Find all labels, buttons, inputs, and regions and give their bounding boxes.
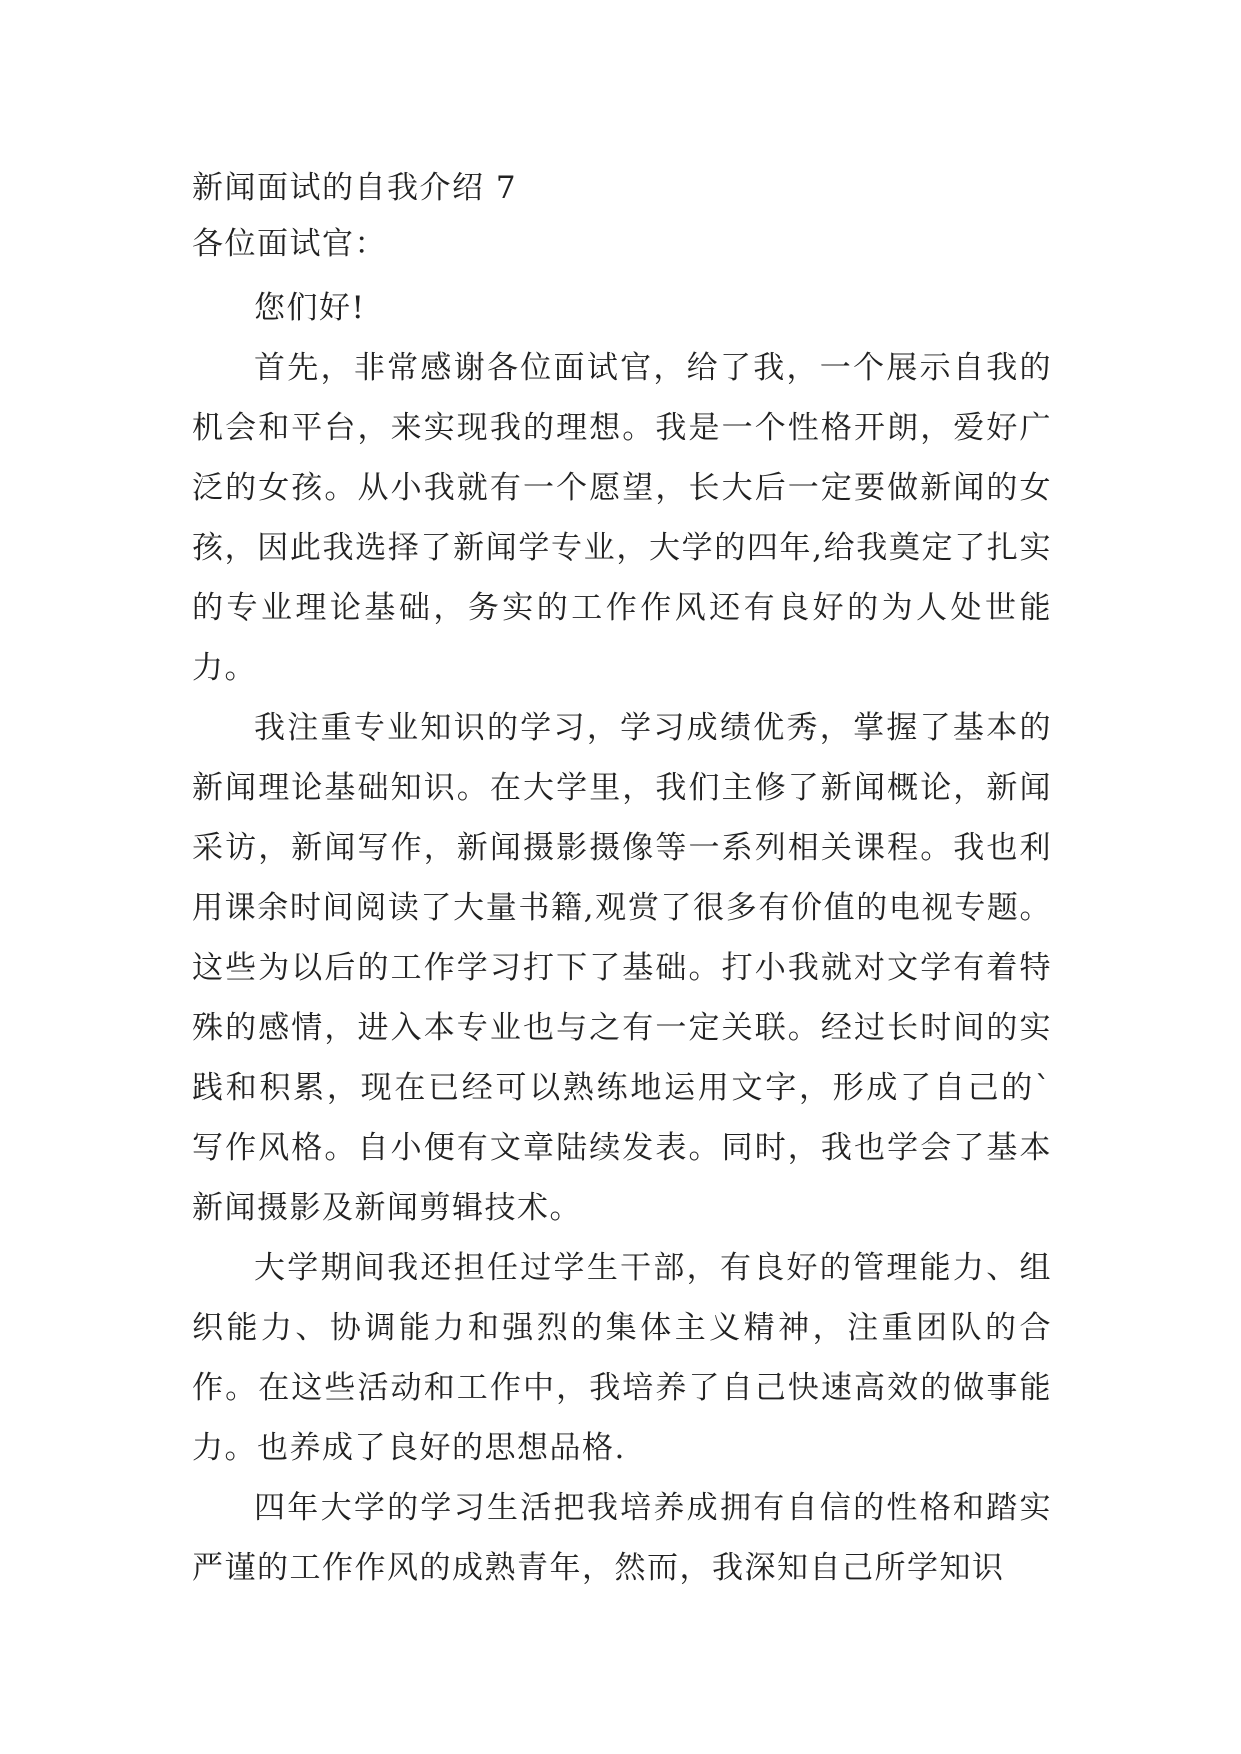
paragraph-intro: 首先，非常感谢各位面试官，给了我，一个展示自我的机会和平台，来实现我的理想。我是一个性格开朗，爱好广泛的女孩。从小我就有一个愿望，长大后一定要做新闻的女孩，因此我选择了新闻学专业，大学的四年,给我奠定了扎实的专业理论基础，务实的工作作风还有良好的为人处世能力。 xyxy=(192,350,1052,686)
paragraph-leadership: 大学期间我还担任过学生干部，有良好的管理能力、组织能力、协调能力和强烈的集体主义精神，注重团队的合作。在这些活动和工作中，我培养了自己快速高效的做事能力。也养成了良好的思想品格. xyxy=(192,1250,1052,1466)
document-body xyxy=(192,160,1052,1598)
document-title: 新闻面试的自我介绍 7 xyxy=(192,170,518,206)
salutation: 各位面试官： xyxy=(192,226,387,262)
paragraph-study: 我注重专业知识的学习，学习成绩优秀，掌握了基本的新闻理论基础知识。在大学里，我们主修了新闻概论，新闻采访，新闻写作，新闻摄影摄像等一系列相关课程。我也利用课余时间阅读了大量书籍,观赏了很多有价值的电视专题。这些为以后的工作学习打下了基础。打小我就对文学有着特殊的感情，进入本专业也与之有一定关联。经过长时间的实践和积累，现在已经可以熟练地运用文字，形成了自己的`写作风格。自小便有文章陆续发表。同时，我也学会了基本新闻摄影及新闻剪辑技术。 xyxy=(192,710,1052,1226)
paragraph-conclusion: 四年大学的学习生活把我培养成拥有自信的性格和踏实严谨的工作作风的成熟青年，然而，我深知自己所学知识 xyxy=(192,1490,1052,1586)
greeting: 您们好! xyxy=(254,290,366,326)
